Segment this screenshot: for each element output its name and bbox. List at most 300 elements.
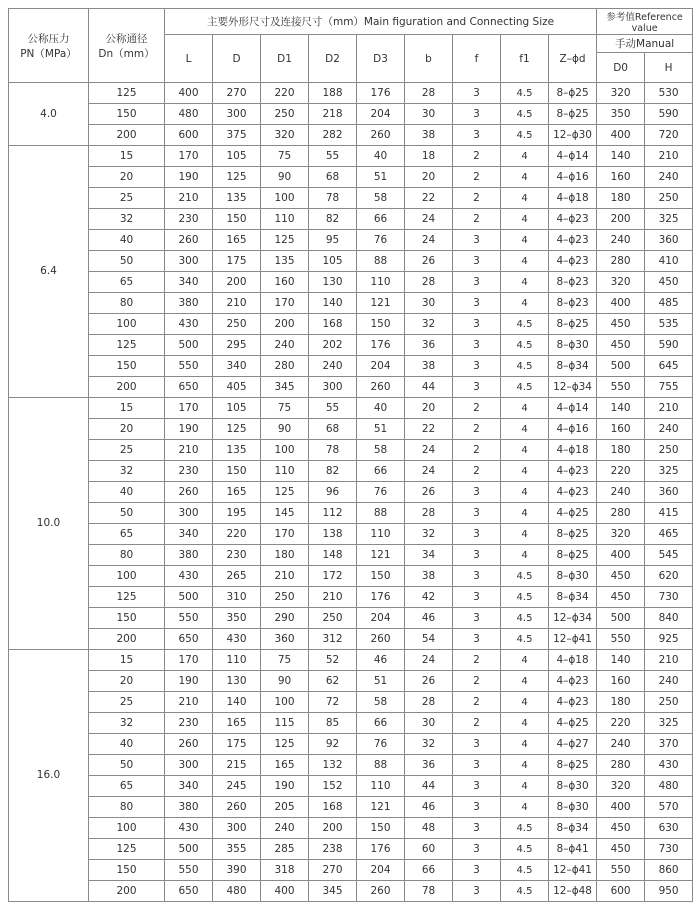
D2-cell: 132 (309, 755, 357, 776)
dn-header (89, 9, 165, 83)
dimension-table (8, 8, 693, 902)
D3-cell: 76 (357, 230, 405, 251)
f-cell: 3 (453, 83, 501, 104)
D3-cell: 176 (357, 839, 405, 860)
f1-cell: 4.5 (501, 587, 549, 608)
dn-cell: 32 (89, 209, 165, 230)
f-cell: 2 (453, 188, 501, 209)
D-cell: 105 (213, 146, 261, 167)
D-cell: 215 (213, 755, 261, 776)
D-cell: 125 (213, 167, 261, 188)
D3-cell: 121 (357, 293, 405, 314)
D-cell: 230 (213, 545, 261, 566)
H-cell: 360 (645, 482, 693, 503)
D0-cell: 550 (597, 629, 645, 650)
b-cell: 42 (405, 587, 453, 608)
table-row (9, 146, 693, 167)
col-header-D0: D0 (597, 53, 645, 83)
col-header-f1: f1 (501, 35, 549, 83)
table-row (9, 608, 693, 629)
z-d-cell: 4–ϕ18 (549, 188, 597, 209)
z-d-cell: 12–ϕ41 (549, 860, 597, 881)
H-cell: 240 (645, 671, 693, 692)
b-cell: 38 (405, 356, 453, 377)
D2-cell: 85 (309, 713, 357, 734)
f-cell: 2 (453, 692, 501, 713)
D3-cell: 260 (357, 125, 405, 146)
D0-cell: 450 (597, 818, 645, 839)
D-cell: 295 (213, 335, 261, 356)
f-cell: 3 (453, 356, 501, 377)
D2-cell: 68 (309, 419, 357, 440)
z-d-cell: 4–ϕ23 (549, 482, 597, 503)
D0-cell: 280 (597, 755, 645, 776)
D0-cell: 200 (597, 209, 645, 230)
f1-cell: 4 (501, 797, 549, 818)
D0-cell: 220 (597, 713, 645, 734)
L-cell: 500 (165, 839, 213, 860)
L-cell: 300 (165, 251, 213, 272)
b-cell: 22 (405, 188, 453, 209)
D0-cell: 350 (597, 104, 645, 125)
D1-cell: 180 (261, 545, 309, 566)
table-row (9, 335, 693, 356)
D1-cell: 345 (261, 377, 309, 398)
f-cell: 2 (453, 671, 501, 692)
col-header-b: b (405, 35, 453, 83)
dn-cell: 65 (89, 524, 165, 545)
H-cell: 570 (645, 797, 693, 818)
z-d-cell: 4–ϕ14 (549, 398, 597, 419)
b-cell: 24 (405, 209, 453, 230)
f-cell: 3 (453, 230, 501, 251)
D-cell: 165 (213, 713, 261, 734)
L-cell: 380 (165, 797, 213, 818)
f-cell: 2 (453, 440, 501, 461)
D0-cell: 160 (597, 167, 645, 188)
D-cell: 480 (213, 881, 261, 902)
D3-cell: 176 (357, 83, 405, 104)
D3-cell: 204 (357, 860, 405, 881)
D0-cell: 320 (597, 524, 645, 545)
b-cell: 78 (405, 881, 453, 902)
D2-cell: 96 (309, 482, 357, 503)
f1-cell: 4 (501, 503, 549, 524)
b-cell: 32 (405, 734, 453, 755)
dn-cell: 65 (89, 272, 165, 293)
D-cell: 390 (213, 860, 261, 881)
D3-cell: 150 (357, 818, 405, 839)
col-header-D3: D3 (357, 35, 405, 83)
f1-cell: 4 (501, 713, 549, 734)
b-cell: 20 (405, 167, 453, 188)
D3-cell: 51 (357, 671, 405, 692)
D2-cell: 95 (309, 230, 357, 251)
b-cell: 30 (405, 293, 453, 314)
table-row (9, 251, 693, 272)
D-cell: 195 (213, 503, 261, 524)
f1-cell: 4.5 (501, 839, 549, 860)
z-d-cell: 12–ϕ34 (549, 377, 597, 398)
table-row (9, 713, 693, 734)
L-cell: 230 (165, 461, 213, 482)
L-cell: 480 (165, 104, 213, 125)
D2-cell: 202 (309, 335, 357, 356)
D1-cell: 90 (261, 167, 309, 188)
dn-cell: 32 (89, 461, 165, 482)
f1-cell: 4.5 (501, 104, 549, 125)
D1-cell: 90 (261, 671, 309, 692)
D3-cell: 121 (357, 545, 405, 566)
D0-cell: 180 (597, 188, 645, 209)
D3-cell: 88 (357, 503, 405, 524)
dn-header-en: Dn（mm） (98, 47, 155, 60)
z-d-cell: 8–ϕ30 (549, 797, 597, 818)
H-cell: 730 (645, 587, 693, 608)
f1-cell: 4.5 (501, 377, 549, 398)
z-d-cell: 4–ϕ23 (549, 230, 597, 251)
table-row (9, 188, 693, 209)
f1-cell: 4 (501, 545, 549, 566)
dn-cell: 200 (89, 629, 165, 650)
D-cell: 105 (213, 398, 261, 419)
D-cell: 165 (213, 482, 261, 503)
b-cell: 66 (405, 860, 453, 881)
f1-cell: 4 (501, 440, 549, 461)
b-cell: 22 (405, 419, 453, 440)
table-row (9, 440, 693, 461)
D1-cell: 170 (261, 524, 309, 545)
dn-cell: 200 (89, 881, 165, 902)
D-cell: 150 (213, 461, 261, 482)
f1-cell: 4 (501, 188, 549, 209)
D1-cell: 250 (261, 587, 309, 608)
D1-cell: 190 (261, 776, 309, 797)
table-header (9, 9, 693, 83)
D2-cell: 62 (309, 671, 357, 692)
dn-cell: 25 (89, 188, 165, 209)
b-cell: 26 (405, 482, 453, 503)
f-cell: 3 (453, 629, 501, 650)
f1-cell: 4.5 (501, 125, 549, 146)
L-cell: 210 (165, 440, 213, 461)
table-row (9, 167, 693, 188)
D1-cell: 100 (261, 440, 309, 461)
z-d-cell: 4–ϕ16 (549, 419, 597, 440)
z-d-cell: 8–ϕ23 (549, 272, 597, 293)
f1-cell: 4 (501, 419, 549, 440)
D0-cell: 180 (597, 692, 645, 713)
dn-cell: 15 (89, 146, 165, 167)
D2-cell: 72 (309, 692, 357, 713)
dn-cell: 100 (89, 566, 165, 587)
dn-cell: 125 (89, 839, 165, 860)
z-d-cell: 8–ϕ25 (549, 104, 597, 125)
D2-cell: 112 (309, 503, 357, 524)
table-row (9, 650, 693, 671)
dn-cell: 125 (89, 335, 165, 356)
D0-cell: 400 (597, 125, 645, 146)
D2-cell: 130 (309, 272, 357, 293)
f-cell: 3 (453, 251, 501, 272)
D0-cell: 600 (597, 881, 645, 902)
f1-cell: 4.5 (501, 881, 549, 902)
H-cell: 240 (645, 419, 693, 440)
pn-cell: 4.0 (9, 83, 89, 146)
D3-cell: 110 (357, 272, 405, 293)
D3-cell: 66 (357, 461, 405, 482)
D2-cell: 188 (309, 83, 357, 104)
b-cell: 38 (405, 125, 453, 146)
f1-cell: 4 (501, 482, 549, 503)
table-row (9, 314, 693, 335)
D0-cell: 500 (597, 608, 645, 629)
L-cell: 650 (165, 881, 213, 902)
f-cell: 3 (453, 482, 501, 503)
L-cell: 230 (165, 209, 213, 230)
f1-cell: 4.5 (501, 608, 549, 629)
f1-cell: 4.5 (501, 629, 549, 650)
f1-cell: 4 (501, 692, 549, 713)
table-row (9, 671, 693, 692)
f1-cell: 4 (501, 734, 549, 755)
D1-cell: 200 (261, 314, 309, 335)
f-cell: 2 (453, 419, 501, 440)
table-row (9, 797, 693, 818)
L-cell: 260 (165, 482, 213, 503)
dn-cell: 100 (89, 818, 165, 839)
L-cell: 550 (165, 860, 213, 881)
H-cell: 210 (645, 398, 693, 419)
D2-cell: 218 (309, 104, 357, 125)
H-cell: 325 (645, 713, 693, 734)
L-cell: 550 (165, 608, 213, 629)
f-cell: 3 (453, 125, 501, 146)
f1-cell: 4.5 (501, 818, 549, 839)
dn-cell: 40 (89, 482, 165, 503)
f1-cell: 4.5 (501, 860, 549, 881)
col-header-D2: D2 (309, 35, 357, 83)
b-cell: 18 (405, 146, 453, 167)
D1-cell: 170 (261, 293, 309, 314)
L-cell: 170 (165, 398, 213, 419)
D0-cell: 140 (597, 650, 645, 671)
D1-cell: 135 (261, 251, 309, 272)
f-cell: 3 (453, 797, 501, 818)
D-cell: 340 (213, 356, 261, 377)
b-cell: 48 (405, 818, 453, 839)
dn-cell: 125 (89, 587, 165, 608)
f-cell: 3 (453, 335, 501, 356)
table-row (9, 209, 693, 230)
H-cell: 535 (645, 314, 693, 335)
pn-cell: 16.0 (9, 650, 89, 902)
D2-cell: 148 (309, 545, 357, 566)
f1-cell: 4 (501, 776, 549, 797)
L-cell: 190 (165, 671, 213, 692)
f1-cell: 4.5 (501, 335, 549, 356)
H-cell: 465 (645, 524, 693, 545)
D2-cell: 168 (309, 797, 357, 818)
b-cell: 28 (405, 272, 453, 293)
table-row (9, 629, 693, 650)
L-cell: 260 (165, 734, 213, 755)
L-cell: 430 (165, 818, 213, 839)
H-cell: 860 (645, 860, 693, 881)
D1-cell: 100 (261, 692, 309, 713)
H-cell: 250 (645, 692, 693, 713)
D-cell: 260 (213, 797, 261, 818)
D2-cell: 78 (309, 440, 357, 461)
D0-cell: 550 (597, 860, 645, 881)
D2-cell: 168 (309, 314, 357, 335)
f-cell: 3 (453, 104, 501, 125)
D-cell: 300 (213, 104, 261, 125)
pn-header-cn: 公称压力 (27, 32, 70, 45)
table-row (9, 503, 693, 524)
dn-cell: 80 (89, 293, 165, 314)
D0-cell: 450 (597, 314, 645, 335)
z-d-cell: 8–ϕ30 (549, 776, 597, 797)
H-cell: 485 (645, 293, 693, 314)
f-cell: 3 (453, 377, 501, 398)
table-row (9, 587, 693, 608)
D0-cell: 140 (597, 146, 645, 167)
D3-cell: 66 (357, 713, 405, 734)
D0-cell: 500 (597, 356, 645, 377)
D-cell: 200 (213, 272, 261, 293)
b-cell: 54 (405, 629, 453, 650)
L-cell: 190 (165, 167, 213, 188)
D0-cell: 220 (597, 461, 645, 482)
f1-cell: 4 (501, 230, 549, 251)
f1-cell: 4 (501, 398, 549, 419)
f1-cell: 4 (501, 524, 549, 545)
z-d-cell: 4–ϕ25 (549, 503, 597, 524)
D1-cell: 160 (261, 272, 309, 293)
D0-cell: 450 (597, 566, 645, 587)
b-cell: 24 (405, 461, 453, 482)
D3-cell: 46 (357, 650, 405, 671)
H-cell: 950 (645, 881, 693, 902)
f-cell: 3 (453, 776, 501, 797)
f1-cell: 4.5 (501, 83, 549, 104)
pn-header-en: PN（MPa） (20, 47, 77, 60)
D1-cell: 318 (261, 860, 309, 881)
f-cell: 2 (453, 167, 501, 188)
f-cell: 2 (453, 650, 501, 671)
b-cell: 24 (405, 440, 453, 461)
D-cell: 405 (213, 377, 261, 398)
z-d-cell: 12–ϕ34 (549, 608, 597, 629)
L-cell: 380 (165, 545, 213, 566)
z-d-cell: 4–ϕ23 (549, 692, 597, 713)
z-d-cell: 4–ϕ23 (549, 461, 597, 482)
D1-cell: 360 (261, 629, 309, 650)
H-cell: 840 (645, 608, 693, 629)
b-cell: 38 (405, 566, 453, 587)
f-cell: 3 (453, 881, 501, 902)
D1-cell: 220 (261, 83, 309, 104)
f1-cell: 4 (501, 461, 549, 482)
H-cell: 325 (645, 209, 693, 230)
D1-cell: 285 (261, 839, 309, 860)
D3-cell: 176 (357, 335, 405, 356)
D1-cell: 240 (261, 335, 309, 356)
manual-header: 手动Manual (597, 35, 693, 53)
D3-cell: 51 (357, 419, 405, 440)
D-cell: 375 (213, 125, 261, 146)
z-d-cell: 8–ϕ30 (549, 335, 597, 356)
D1-cell: 400 (261, 881, 309, 902)
D1-cell: 290 (261, 608, 309, 629)
f-cell: 3 (453, 524, 501, 545)
z-d-cell: 4–ϕ18 (549, 650, 597, 671)
H-cell: 250 (645, 440, 693, 461)
reference-header: 参考值Reference value (597, 9, 693, 35)
dn-cell: 150 (89, 608, 165, 629)
D0-cell: 160 (597, 419, 645, 440)
D1-cell: 125 (261, 482, 309, 503)
D2-cell: 210 (309, 587, 357, 608)
f-cell: 2 (453, 461, 501, 482)
D0-cell: 320 (597, 776, 645, 797)
D2-cell: 78 (309, 188, 357, 209)
dn-cell: 150 (89, 860, 165, 881)
D2-cell: 140 (309, 293, 357, 314)
D-cell: 130 (213, 671, 261, 692)
b-cell: 32 (405, 524, 453, 545)
f-cell: 3 (453, 839, 501, 860)
L-cell: 430 (165, 314, 213, 335)
H-cell: 430 (645, 755, 693, 776)
D2-cell: 92 (309, 734, 357, 755)
D-cell: 140 (213, 692, 261, 713)
table-body (9, 83, 693, 902)
f-cell: 3 (453, 587, 501, 608)
col-header-z-d: Z–ϕd (549, 35, 597, 83)
f1-cell: 4 (501, 209, 549, 230)
D2-cell: 52 (309, 650, 357, 671)
L-cell: 380 (165, 293, 213, 314)
D0-cell: 320 (597, 83, 645, 104)
D3-cell: 121 (357, 797, 405, 818)
D-cell: 245 (213, 776, 261, 797)
f-cell: 3 (453, 545, 501, 566)
D3-cell: 40 (357, 398, 405, 419)
f-cell: 3 (453, 608, 501, 629)
f-cell: 3 (453, 734, 501, 755)
b-cell: 24 (405, 230, 453, 251)
dn-cell: 50 (89, 251, 165, 272)
dn-cell: 150 (89, 104, 165, 125)
H-cell: 370 (645, 734, 693, 755)
D3-cell: 76 (357, 734, 405, 755)
dn-cell: 15 (89, 650, 165, 671)
b-cell: 36 (405, 755, 453, 776)
D-cell: 150 (213, 209, 261, 230)
D2-cell: 82 (309, 461, 357, 482)
L-cell: 340 (165, 272, 213, 293)
D1-cell: 90 (261, 419, 309, 440)
f-cell: 3 (453, 860, 501, 881)
z-d-cell: 8–ϕ23 (549, 293, 597, 314)
f-cell: 3 (453, 818, 501, 839)
b-cell: 46 (405, 797, 453, 818)
D3-cell: 88 (357, 755, 405, 776)
D1-cell: 240 (261, 818, 309, 839)
L-cell: 400 (165, 83, 213, 104)
